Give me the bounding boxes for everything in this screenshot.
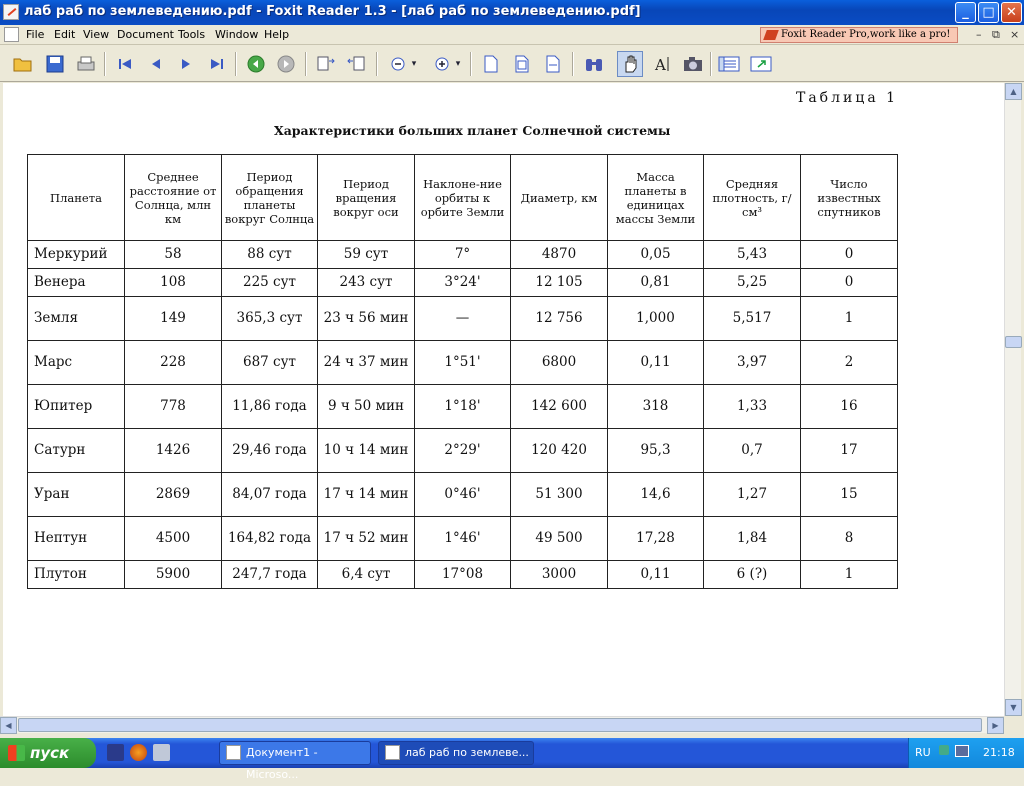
table-cell: 778 xyxy=(125,385,222,429)
planets-table xyxy=(27,154,898,589)
last-page-icon[interactable] xyxy=(204,51,230,77)
network-icon[interactable] xyxy=(955,745,969,757)
window-title: лаб раб по землеведению.pdf - Foxit Reader 1.3 - [лаб раб по землеведению.pdf] xyxy=(24,4,641,19)
tray-info-icon[interactable] xyxy=(939,745,949,755)
table-cell: 247,7 года xyxy=(222,561,318,589)
header-mass: Масса планеты в единицах массы Земли xyxy=(608,155,704,241)
task-label: лаб раб по землеве... xyxy=(405,746,529,759)
table-row xyxy=(28,473,898,517)
header-satellites: Число известных спутников xyxy=(801,155,898,241)
table-cell: 3000 xyxy=(511,561,608,589)
table-cell: 84,07 года xyxy=(222,473,318,517)
firefox-icon[interactable] xyxy=(130,744,147,761)
open-icon[interactable] xyxy=(10,51,36,77)
menu-edit[interactable]: Edit xyxy=(54,28,76,41)
table-cell: 318 xyxy=(608,385,704,429)
planet-name-cell: Нептун xyxy=(28,517,125,561)
horizontal-scroll-thumb[interactable] xyxy=(18,718,982,732)
taskbar xyxy=(0,738,1024,781)
table-cell: 1 xyxy=(801,561,898,589)
table-cell: 24 ч 37 мин xyxy=(318,341,415,385)
planet-name-cell: Сатурн xyxy=(28,429,125,473)
scroll-down-icon[interactable]: ▼ xyxy=(1005,699,1022,716)
planet-name-cell: Юпитер xyxy=(28,385,125,429)
table-cell: 6 (?) xyxy=(704,561,801,589)
clock[interactable]: 21:18 xyxy=(983,746,1015,759)
first-page-icon[interactable] xyxy=(112,51,138,77)
table-cell: 23 ч 56 мин xyxy=(318,297,415,341)
planet-name-cell: Земля xyxy=(28,297,125,341)
next-page-icon[interactable] xyxy=(173,51,199,77)
menu-help[interactable]: Help xyxy=(264,28,290,41)
maximize-button[interactable]: □ xyxy=(978,2,999,23)
table-cell: 15 xyxy=(801,473,898,517)
scroll-left-icon[interactable]: ◀ xyxy=(0,717,17,734)
table-cell: 0 xyxy=(801,269,898,297)
toolbar xyxy=(0,46,1024,82)
fit-width-icon[interactable] xyxy=(540,51,566,77)
table-cell: 7° xyxy=(415,241,511,269)
table-cell: 12 105 xyxy=(511,269,608,297)
table-cell: 1,84 xyxy=(704,517,801,561)
table-cell: 16 xyxy=(801,385,898,429)
table-row xyxy=(28,341,898,385)
table-cell: 12 756 xyxy=(511,297,608,341)
table-cell: 365,3 сут xyxy=(222,297,318,341)
save-icon[interactable] xyxy=(42,51,68,77)
forward-icon[interactable] xyxy=(273,51,299,77)
menu-window[interactable]: Window xyxy=(215,28,259,41)
doc-minimize-button[interactable]: – xyxy=(976,28,982,41)
planet-name-cell: Марс xyxy=(28,341,125,385)
quicklaunch-save-icon[interactable] xyxy=(107,744,124,761)
menu-view[interactable]: View xyxy=(83,28,110,41)
snapshot-icon[interactable] xyxy=(680,51,706,77)
table-cell: 1,27 xyxy=(704,473,801,517)
header-orbital-period: Период обращения планеты вокруг Солнца xyxy=(222,155,318,241)
table-cell: 4870 xyxy=(511,241,608,269)
table-cell: 3,97 xyxy=(704,341,801,385)
zoom-in-dropdown-icon[interactable]: ▾ xyxy=(455,59,461,69)
menu-file[interactable]: File xyxy=(26,28,45,41)
table-cell: 17,28 xyxy=(608,517,704,561)
table-cell: 225 сут xyxy=(222,269,318,297)
table-row xyxy=(28,517,898,561)
table-cell: 1°51' xyxy=(415,341,511,385)
table-cell: 95,3 xyxy=(608,429,704,473)
table-cell: 0 xyxy=(801,241,898,269)
table-cell: — xyxy=(415,297,511,341)
table-cell: 14,6 xyxy=(608,473,704,517)
task-word-document[interactable] xyxy=(219,741,371,781)
fullscreen-icon[interactable] xyxy=(748,51,774,77)
start-button[interactable] xyxy=(0,738,96,768)
menu-tools[interactable]: Tools xyxy=(178,28,206,41)
table-cell: 17 xyxy=(801,429,898,473)
table-cell: 88 сут xyxy=(222,241,318,269)
table-cell: 59 сут xyxy=(318,241,415,269)
language-indicator[interactable]: RU xyxy=(915,746,931,759)
planet-name-cell: Венера xyxy=(28,269,125,297)
table-cell: 58 xyxy=(125,241,222,269)
table-cell: 243 сут xyxy=(318,269,415,297)
back-icon[interactable] xyxy=(243,51,269,77)
table-cell: 17 ч 52 мин xyxy=(318,517,415,561)
table-cell: 1 xyxy=(801,297,898,341)
table-cell: 6,4 сут xyxy=(318,561,415,589)
table-row xyxy=(28,269,898,297)
header-distance: Среднее расстояние от Солнца, млн км xyxy=(125,155,222,241)
table-cell: 4500 xyxy=(125,517,222,561)
prev-page-icon[interactable] xyxy=(143,51,169,77)
table-number: Таблица 1 xyxy=(796,90,899,106)
table-cell: 8 xyxy=(801,517,898,561)
foxit-icon xyxy=(385,745,400,760)
table-cell: 5,25 xyxy=(704,269,801,297)
bookmarks-icon[interactable] xyxy=(716,51,742,77)
table-row xyxy=(28,297,898,341)
table-header-row xyxy=(28,155,898,241)
doc-restore-button[interactable]: ⧉ xyxy=(992,28,1000,41)
svg-text:A: A xyxy=(655,56,666,73)
table-cell: 5,517 xyxy=(704,297,801,341)
minimize-button[interactable]: _ xyxy=(955,2,976,23)
table-cell: 1°18' xyxy=(415,385,511,429)
table-cell: 0,11 xyxy=(608,341,704,385)
table-cell: 51 300 xyxy=(511,473,608,517)
table-cell: 1°46' xyxy=(415,517,511,561)
promo-banner[interactable]: Foxit Reader Pro,work like a pro! xyxy=(760,27,958,43)
header-planet: Планета xyxy=(28,155,125,241)
table-cell: 49 500 xyxy=(511,517,608,561)
table-cell: 149 xyxy=(125,297,222,341)
print-icon[interactable] xyxy=(73,51,99,77)
windows-flag-icon xyxy=(8,745,25,761)
document-menu-icon[interactable] xyxy=(4,27,19,42)
vertical-scrollbar[interactable] xyxy=(1004,83,1021,716)
table-cell: 0,05 xyxy=(608,241,704,269)
table-cell: 29,46 года xyxy=(222,429,318,473)
table-row xyxy=(28,385,898,429)
table-cell: 164,82 года xyxy=(222,517,318,561)
table-cell: 687 сут xyxy=(222,341,318,385)
find-icon[interactable] xyxy=(581,51,607,77)
table-cell: 2°29' xyxy=(415,429,511,473)
planet-name-cell: Уран xyxy=(28,473,125,517)
planet-name-cell: Плутон xyxy=(28,561,125,589)
word-icon xyxy=(226,745,241,760)
table-cell: 5,43 xyxy=(704,241,801,269)
header-diameter: Диаметр, км xyxy=(511,155,608,241)
table-cell: 1,000 xyxy=(608,297,704,341)
zoom-out-dropdown-icon[interactable]: ▾ xyxy=(411,59,417,69)
table-cell: 120 420 xyxy=(511,429,608,473)
table-cell: 2 xyxy=(801,341,898,385)
header-rotation-period: Период вращения вокруг оси xyxy=(318,155,415,241)
show-desktop-icon[interactable] xyxy=(153,744,170,761)
table-row xyxy=(28,429,898,473)
planet-name-cell: Меркурий xyxy=(28,241,125,269)
start-label: пуск xyxy=(30,744,70,762)
table-cell: 6800 xyxy=(511,341,608,385)
table-cell: 17 ч 14 мин xyxy=(318,473,415,517)
rotate-left-icon[interactable] xyxy=(312,51,338,77)
table-cell: 9 ч 50 мин xyxy=(318,385,415,429)
table-cell: 5900 xyxy=(125,561,222,589)
hand-tool-icon[interactable] xyxy=(617,51,643,77)
vertical-scroll-thumb[interactable] xyxy=(1005,336,1022,348)
actual-size-icon[interactable] xyxy=(478,51,504,77)
title-bar xyxy=(0,0,1024,25)
foxit-app-icon[interactable] xyxy=(3,4,19,20)
fit-page-icon[interactable] xyxy=(509,51,535,77)
table-cell: 0,7 xyxy=(704,429,801,473)
table-cell: 3°24' xyxy=(415,269,511,297)
scroll-right-icon[interactable]: ▶ xyxy=(987,717,1004,734)
rotate-right-icon[interactable] xyxy=(344,51,370,77)
header-inclination: Наклоне-ние орбиты к орбите Земли xyxy=(415,155,511,241)
table-row xyxy=(28,561,898,589)
close-button[interactable]: ✕ xyxy=(1001,2,1022,23)
table-cell: 2869 xyxy=(125,473,222,517)
task-label: Документ1 - Microso... xyxy=(246,746,318,781)
table-cell: 0°46' xyxy=(415,473,511,517)
header-density: Средняя плотность, г/см³ xyxy=(704,155,801,241)
table-cell: 1426 xyxy=(125,429,222,473)
table-cell: 228 xyxy=(125,341,222,385)
table-cell: 0,11 xyxy=(608,561,704,589)
horizontal-scrollbar[interactable] xyxy=(0,716,1004,733)
task-foxit-pdf[interactable] xyxy=(378,741,534,765)
table-cell: 0,81 xyxy=(608,269,704,297)
system-tray xyxy=(908,738,1024,768)
table-cell: 10 ч 14 мин xyxy=(318,429,415,473)
table-cell: 17°08 xyxy=(415,561,511,589)
table-row xyxy=(28,241,898,269)
scroll-up-icon[interactable]: ▲ xyxy=(1005,83,1022,100)
table-cell: 142 600 xyxy=(511,385,608,429)
table-cell: 1,33 xyxy=(704,385,801,429)
text-select-icon[interactable] xyxy=(649,51,675,77)
doc-close-button[interactable]: × xyxy=(1010,28,1020,41)
table-cell: 11,86 года xyxy=(222,385,318,429)
menu-document[interactable]: Document xyxy=(117,28,174,41)
table-caption: Характеристики больших планет Солнечной системы xyxy=(274,123,671,138)
table-cell: 108 xyxy=(125,269,222,297)
